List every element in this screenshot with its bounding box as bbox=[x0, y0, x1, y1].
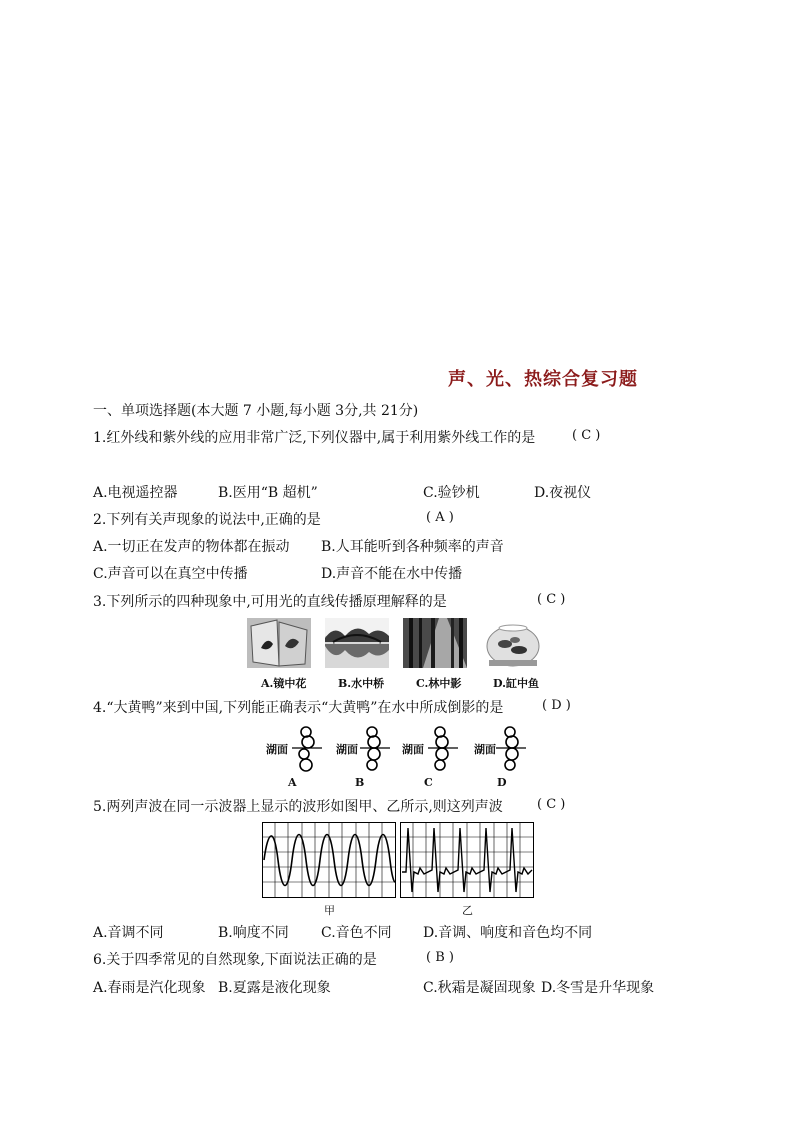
question-2-option-c: C.声音可以在真空中传播 bbox=[93, 566, 248, 582]
lake-surface-label-a: 湖面 bbox=[266, 743, 288, 756]
duck-label-d: D bbox=[497, 776, 507, 789]
forest-shadow-photo bbox=[403, 618, 467, 668]
waveform-label-yi: 乙 bbox=[462, 904, 473, 917]
question-2-option-a: A.一切正在发声的物体都在振动 bbox=[93, 539, 290, 555]
question-2-option-d: D.声音不能在水中传播 bbox=[321, 566, 463, 582]
lake-surface-label-d: 湖面 bbox=[474, 743, 496, 756]
caption-a: A.镜中花 bbox=[261, 677, 307, 690]
question-2-stem: 2.下列有关声现象的说法中,正确的是 bbox=[93, 512, 321, 528]
bridge-reflection-photo bbox=[325, 618, 389, 668]
duck-label-c: C bbox=[424, 776, 433, 789]
question-2-option-b: B.人耳能听到各种频率的声音 bbox=[321, 539, 504, 555]
question-6-answer: ( B ) bbox=[426, 950, 454, 965]
question-5-option-a: A.音调不同 bbox=[93, 925, 164, 941]
question-6-option-c: C.秋霜是凝固现象 bbox=[423, 980, 536, 996]
question-1-answer: ( C ) bbox=[572, 428, 601, 443]
question-5-option-b: B.响度不同 bbox=[218, 925, 289, 941]
question-5-stem: 5.两列声波在同一示波器上显示的波形如图甲、乙所示,则这列声波 bbox=[93, 799, 503, 815]
question-5-option-c: C.音色不同 bbox=[321, 925, 392, 941]
question-2-answer: ( A ) bbox=[426, 510, 454, 525]
page-title: 声、光、热综合复习题 bbox=[448, 369, 638, 390]
question-6-option-a: A.春雨是汽化现象 bbox=[93, 980, 206, 996]
question-1-option-d: D.夜视仪 bbox=[534, 485, 592, 501]
lake-surface-label-c: 湖面 bbox=[402, 743, 424, 756]
question-6-option-d: D.冬雪是升华现象 bbox=[541, 980, 655, 996]
question-6-stem: 6.关于四季常见的自然现象,下面说法正确的是 bbox=[93, 952, 377, 968]
question-1-option-c: C.验钞机 bbox=[423, 485, 480, 501]
caption-b: B.水中桥 bbox=[338, 677, 385, 690]
question-1-option-a: A.电视遥控器 bbox=[93, 485, 178, 501]
mirror-flower-photo bbox=[247, 618, 311, 668]
caption-d: D.缸中鱼 bbox=[493, 677, 539, 690]
question-4-answer: ( D ) bbox=[542, 698, 571, 713]
question-1-stem: 1.红外线和紫外线的应用非常广泛,下列仪器中,属于利用紫外线工作的是 bbox=[93, 430, 536, 446]
question-4-stem: 4.“大黄鸭”来到中国,下列能正确表示“大黄鸭”在水中所成倒影的是 bbox=[93, 700, 504, 716]
question-5-answer: ( C ) bbox=[537, 797, 566, 812]
waveform-jia bbox=[262, 822, 396, 898]
section-heading: 一、单项选择题(本大题 7 小题,每小题 3分,共 21分) bbox=[93, 403, 419, 419]
question-3-stem: 3.下列所示的四种现象中,可用光的直线传播原理解释的是 bbox=[93, 594, 447, 610]
duck-label-a: A bbox=[288, 776, 297, 789]
question-6-option-b: B.夏露是液化现象 bbox=[218, 980, 331, 996]
question-5-option-d: D.音调、响度和音色均不同 bbox=[423, 925, 593, 941]
duck-label-b: B bbox=[355, 776, 365, 789]
lake-surface-label-b: 湖面 bbox=[336, 743, 358, 756]
fishbowl-photo bbox=[481, 618, 545, 668]
caption-c: C.林中影 bbox=[416, 677, 462, 690]
waveform-yi bbox=[400, 822, 534, 898]
question-3-answer: ( C ) bbox=[537, 592, 566, 607]
waveform-label-jia: 甲 bbox=[324, 904, 335, 917]
question-1-option-b: B.医用“B 超机” bbox=[218, 485, 318, 501]
